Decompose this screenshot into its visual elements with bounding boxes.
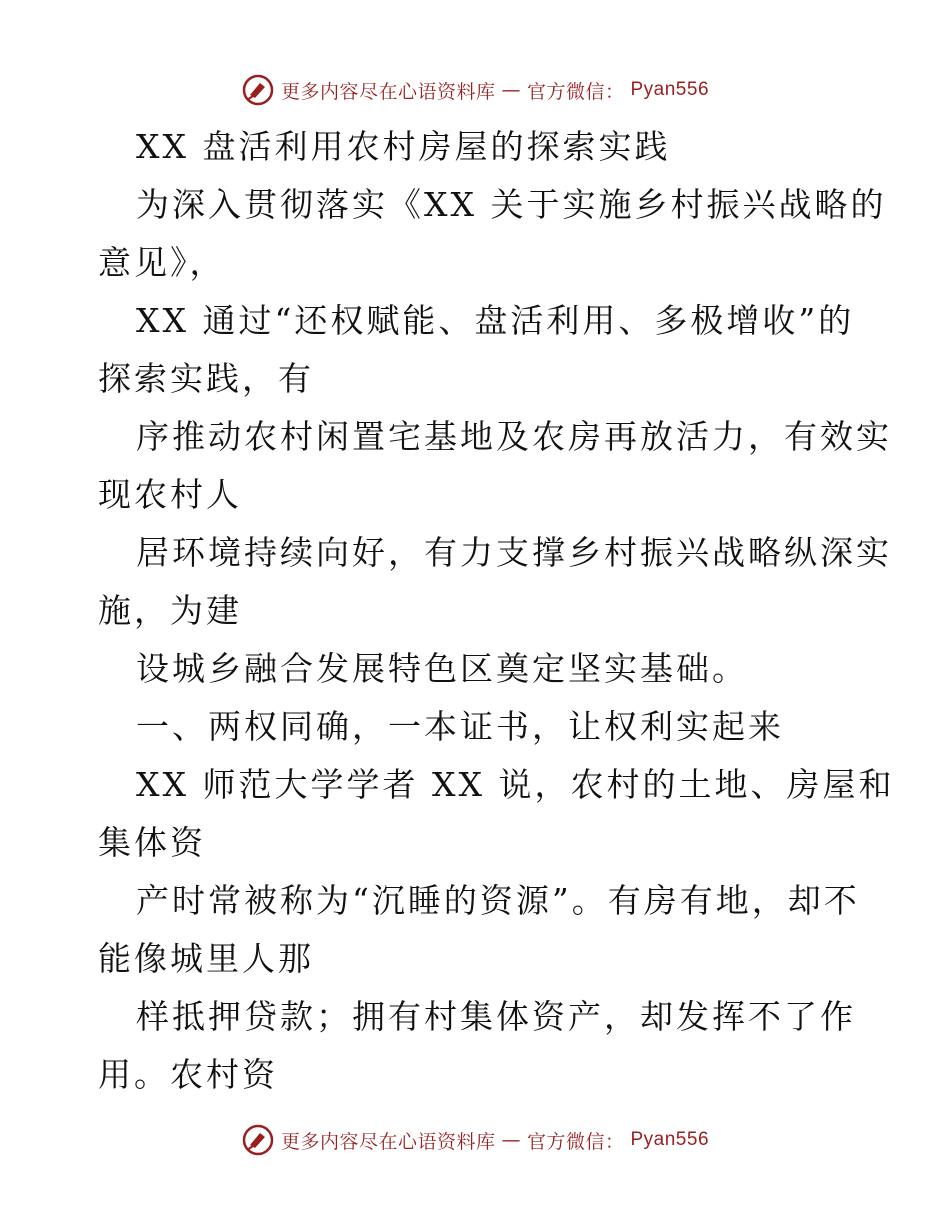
paragraph-line: XX 师范大学学者 XX 说，农村的土地、房屋和 bbox=[136, 765, 895, 804]
paragraph-line: 探索实践，有 bbox=[98, 359, 314, 398]
paragraph-line: 现农村人 bbox=[98, 475, 242, 514]
paragraph-line: 用。农村资 bbox=[98, 1055, 278, 1094]
paragraph-line: 为深入贯彻落实《XX 关于实施乡村振兴战略的 bbox=[136, 185, 887, 224]
brand-logo-icon bbox=[241, 1123, 275, 1157]
banner-main-text: 更多内容尽在心语资料库 bbox=[280, 1130, 496, 1153]
paragraph-line: XX 通过“还权赋能、盘活利用、多极增收”的 bbox=[136, 301, 855, 340]
banner-account-label: 官方微信： bbox=[526, 80, 625, 103]
banner-main-text: 更多内容尽在心语资料库 bbox=[280, 80, 496, 103]
paragraph-line: 施，为建 bbox=[98, 591, 242, 630]
paragraph-line: 集体资 bbox=[98, 823, 206, 862]
paragraph-line: 序推动农村闲置宅基地及农房再放活力，有效实 bbox=[136, 417, 892, 456]
paragraph-line: 能像城里人那 bbox=[98, 939, 314, 978]
document-body bbox=[98, 118, 895, 1104]
section-heading: 一、两权同确，一本证书，让权利实起来 bbox=[136, 707, 784, 746]
banner-separator: — bbox=[501, 79, 521, 101]
paragraph-line: 样抵押贷款；拥有村集体资产，却发挥不了作 bbox=[136, 997, 856, 1036]
brand-logo-icon bbox=[241, 73, 275, 107]
banner-account-label: 官方微信： bbox=[526, 1130, 625, 1153]
banner-separator: — bbox=[501, 1129, 521, 1151]
banner-account-id: Pyan556 bbox=[630, 79, 710, 100]
header-watermark-banner bbox=[0, 70, 950, 110]
document-title: XX 盘活利用农村房屋的探索实践 bbox=[136, 127, 671, 166]
paragraph-line: 居环境持续向好，有力支撑乡村振兴战略纵深实 bbox=[136, 533, 892, 572]
banner-account-id: Pyan556 bbox=[630, 1129, 710, 1150]
paragraph-line: 意见》， bbox=[98, 243, 226, 282]
paragraph-line: 设城乡融合发展特色区奠定坚实基础。 bbox=[136, 649, 748, 688]
paragraph-line: 产时常被称为“沉睡的资源”。有房有地，却不 bbox=[136, 881, 860, 920]
footer-watermark-banner bbox=[0, 1120, 950, 1160]
